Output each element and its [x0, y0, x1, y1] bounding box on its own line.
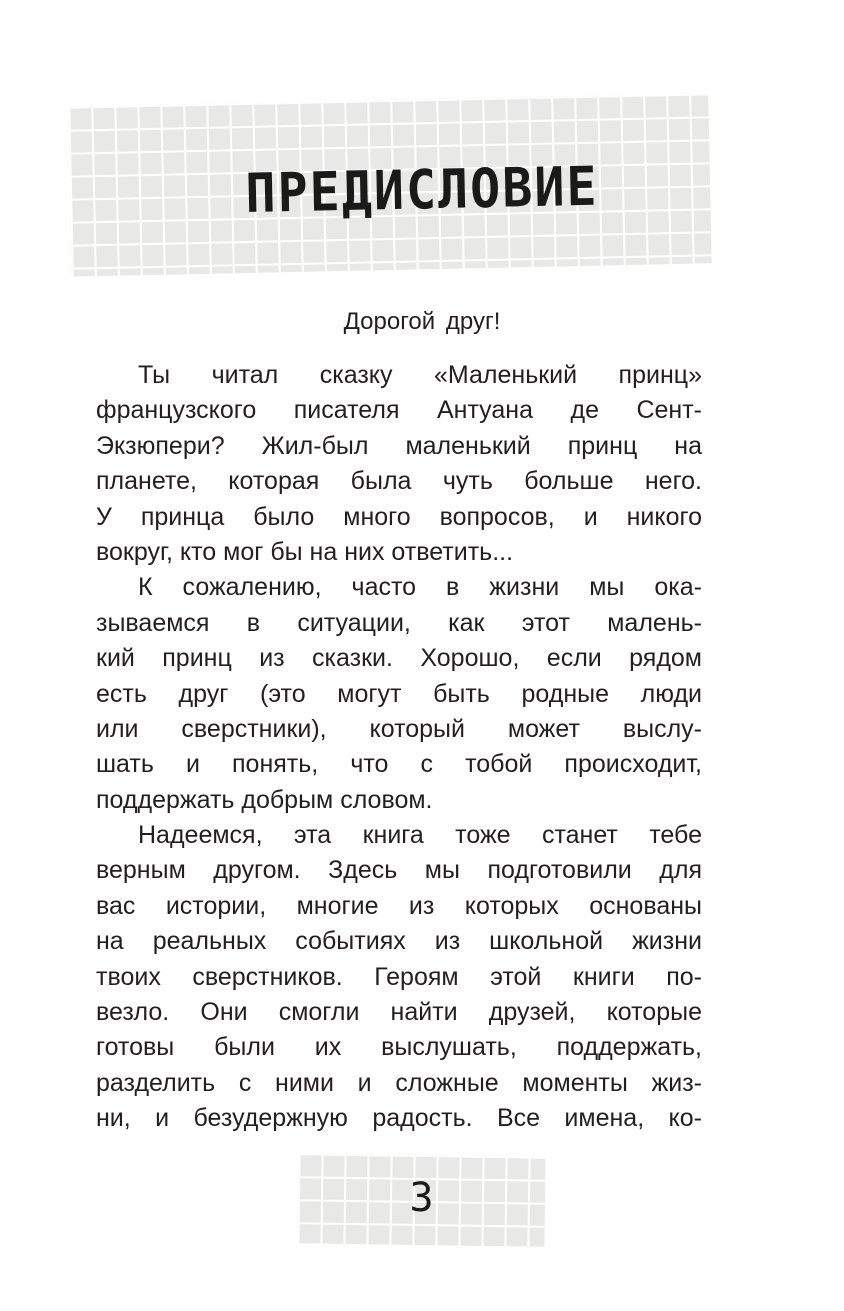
- text-line: готовы были их выслушать, поддержать,: [96, 1033, 702, 1062]
- body-text: [96, 358, 702, 1137]
- text-line: французского писателя Антуана де Сент-: [96, 396, 702, 425]
- page-number: 3: [409, 1175, 434, 1221]
- page-title: ПРЕДИСЛОВИЕ: [244, 154, 600, 226]
- text-line: поддержать добрым словом.: [96, 785, 433, 814]
- text-line: К сожалению, часто в жизни мы ока-: [138, 573, 702, 602]
- text-line: твоих сверстников. Героям этой книги по-: [96, 962, 702, 991]
- text-line: есть друг (это могут быть родные люди: [96, 679, 702, 708]
- greeting: Дорогой друг!: [343, 308, 501, 335]
- text-line: верным другом. Здесь мы подготовили для: [96, 856, 702, 885]
- text-line: ни, и безудержную радость. Все имена, ко-: [96, 1104, 702, 1133]
- text-line: Ты читал сказку «Маленький принц»: [138, 361, 702, 389]
- text-line: Надеемся, эта книга тоже станет тебе: [138, 821, 702, 850]
- paragraph-2: [96, 570, 702, 818]
- text-line: кий принц из сказки. Хорошо, если рядом: [96, 644, 702, 673]
- paragraph-1: [96, 358, 702, 570]
- text-line: везло. Они смогли найти друзей, которые: [96, 998, 702, 1027]
- text-line: Экзюпери? Жил-был маленький принц на: [96, 431, 702, 460]
- text-line: зываемся в ситуации, как этот малень-: [96, 608, 702, 637]
- text-line: на реальных событиях из школьной жизни: [96, 927, 702, 956]
- text-line: вас истории, многие из которых основаны: [96, 891, 702, 920]
- paragraph-3: [96, 818, 702, 1137]
- text-line: У принца было много вопросов, и никого: [96, 502, 702, 531]
- text-line: вокруг, кто мог бы на них ответить...: [96, 537, 514, 566]
- text-line: планете, которая была чуть больше него.: [96, 467, 702, 496]
- text-line: или сверстники), который может выслу-: [96, 714, 702, 743]
- text-line: шать и понять, что с тобой происходит,: [96, 750, 702, 779]
- text-line: разделить с ними и сложные моменты жиз-: [96, 1068, 702, 1097]
